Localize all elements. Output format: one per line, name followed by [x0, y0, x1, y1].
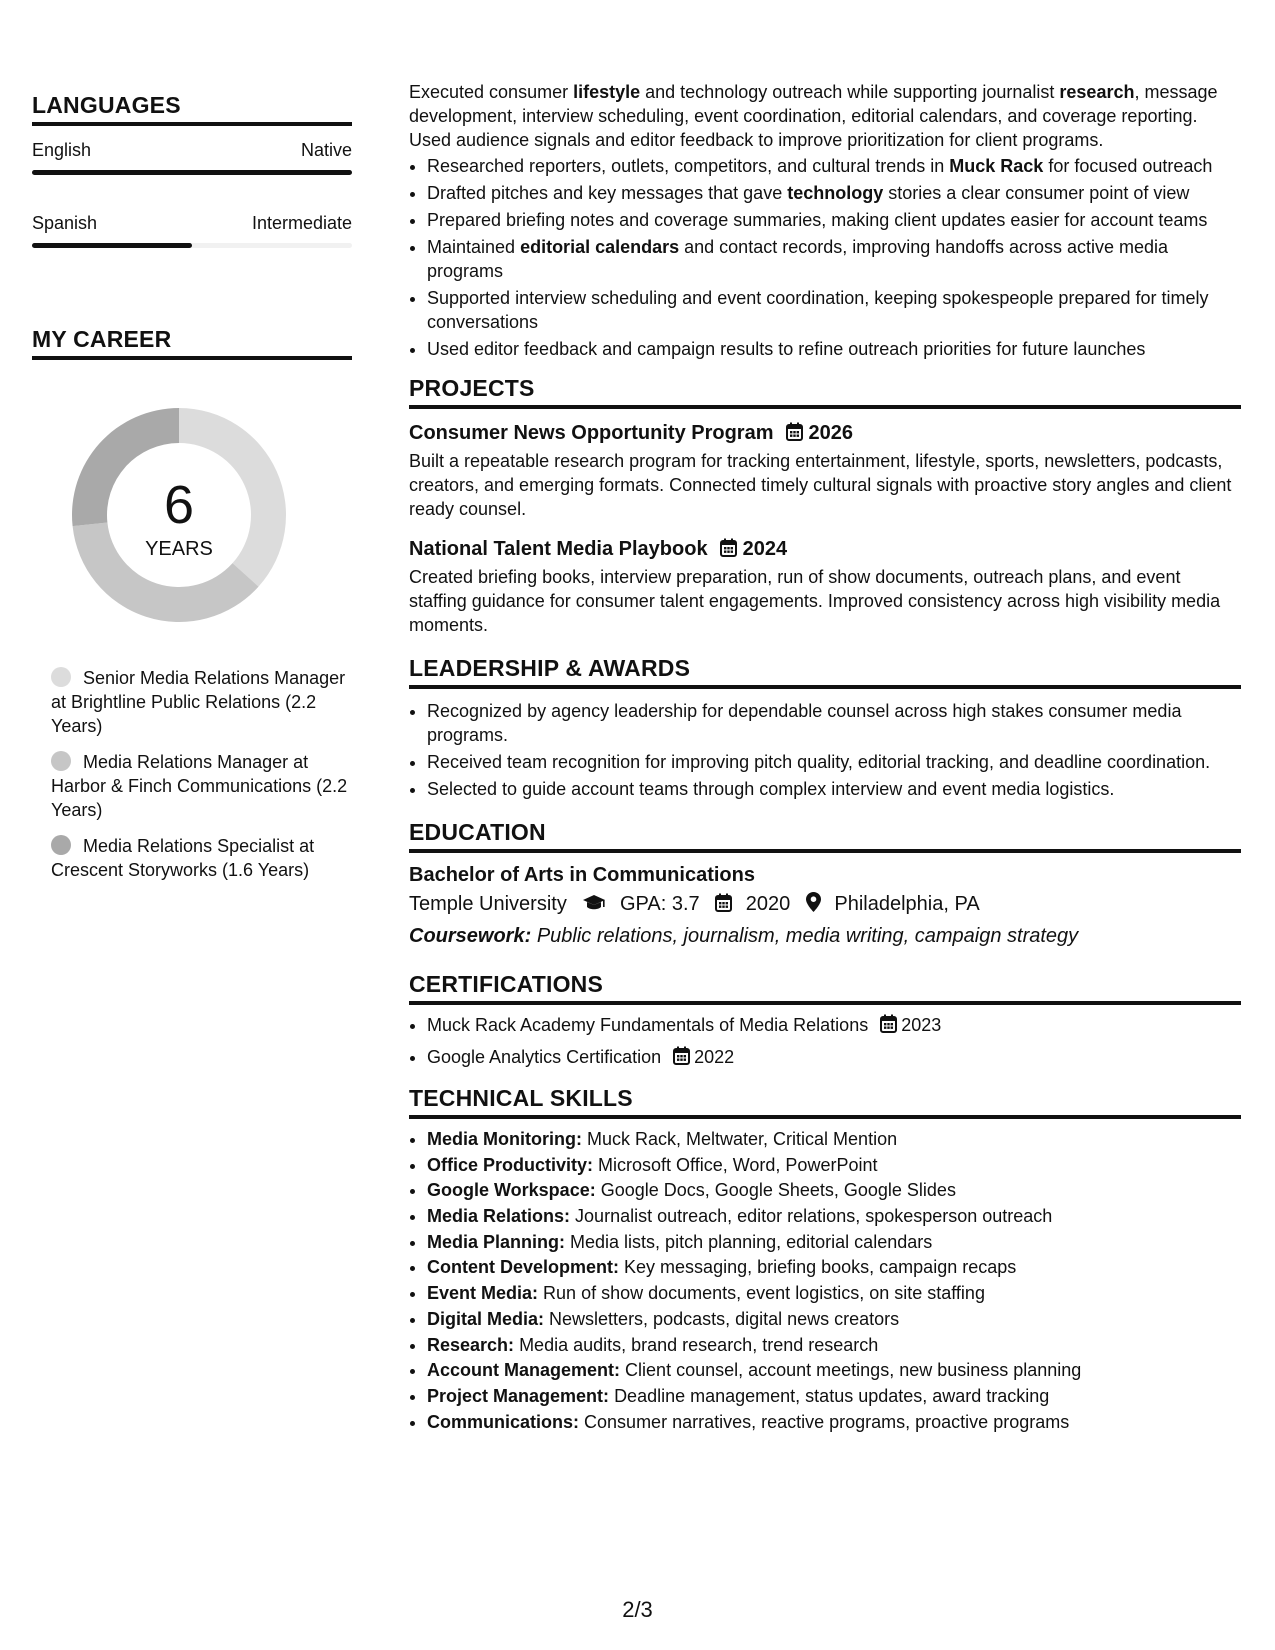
text-run: Prepared briefing notes and coverage summaries, making client updates easier for account teams	[427, 210, 1208, 230]
experience-bullet	[427, 286, 1241, 334]
text-run: Researched reporters, outlets, competitors, and cultural trends in	[427, 156, 950, 176]
skill-value: Key messaging, briefing books, campaign recaps	[624, 1257, 1017, 1278]
skill-value: Journalist outreach, editor relations, spokesperson outreach	[575, 1206, 1053, 1227]
language-level-fill	[32, 243, 192, 248]
career-legend-item	[51, 750, 352, 822]
skill-item	[427, 1255, 1241, 1279]
experience-bullet	[427, 181, 1241, 205]
skill-item	[427, 1307, 1241, 1331]
leadership-heading: LEADERSHIP & AWARDS	[409, 655, 1241, 689]
career-legend-label: Media Relations Manager at Harbor & Finch Communications (2.2 Years)	[51, 752, 348, 820]
experience-bullet	[427, 208, 1241, 232]
skill-label: Media Planning:	[427, 1231, 566, 1252]
language-level: Intermediate	[251, 213, 352, 233]
projects-heading: PROJECTS	[409, 375, 1241, 409]
bold-text: lifestyle	[573, 82, 641, 102]
calendar-icon	[673, 1046, 690, 1071]
projects-list	[409, 419, 1241, 637]
education-coursework	[409, 921, 1241, 951]
skill-value: Media lists, pitch planning, editorial calendars	[570, 1231, 933, 1252]
certification-name: Muck Rack Academy Fundamentals of Media Relations	[427, 1015, 869, 1035]
education-gpa: GPA: 3.7	[619, 893, 700, 915]
coursework-value: Public relations, journalism, media writing, campaign strategy	[536, 925, 1079, 947]
skill-label: Project Management:	[427, 1385, 610, 1406]
skill-item	[427, 1153, 1241, 1177]
calendar-icon	[786, 421, 803, 449]
legend-dot-icon	[51, 667, 71, 687]
skill-item	[427, 1333, 1241, 1357]
education-location: Philadelphia, PA	[834, 893, 980, 915]
experience-bullets	[409, 154, 1241, 361]
location-pin-icon	[806, 891, 821, 921]
skill-label: Media Monitoring:	[427, 1129, 582, 1149]
career-donut-chart	[66, 402, 292, 628]
project-title	[409, 419, 1241, 449]
bold-text: research	[1059, 82, 1135, 102]
language-name: Spanish	[32, 213, 98, 233]
graduation-cap-icon	[582, 891, 606, 921]
career-legend-label: Media Relations Specialist at Crescent Storyworks (1.6 Years)	[51, 836, 315, 880]
skill-item	[427, 1178, 1241, 1202]
text-run: for focused outreach	[1043, 156, 1213, 176]
leadership-list	[409, 699, 1241, 801]
sidebar	[32, 92, 352, 894]
skill-label: Content Development:	[427, 1257, 620, 1278]
career-legend-item	[51, 666, 352, 738]
skill-value: Run of show documents, event logistics, on site staffing	[543, 1283, 985, 1304]
leadership-item: • Received team recognition for improving pitch quality, editorial tracking, and deadline coordination.	[427, 750, 1241, 774]
skill-value: Client counsel, account meetings, new business planning	[625, 1360, 1082, 1381]
text-run: Supported interview scheduling and event coordination, keeping spokespeople prepared for timely conversations	[427, 288, 1209, 332]
leadership-item: • Recognized by agency leadership for dependable counsel across high stakes consumer media programs.	[427, 699, 1241, 747]
education-degree: Bachelor of Arts in Communications	[409, 864, 755, 886]
certification-year: 2022	[694, 1047, 735, 1067]
skill-label: Office Productivity:	[427, 1154, 594, 1175]
project-description: Created briefing books, interview preparation, run of show documents, outreach plans, and event staffing guidance for consumer talent engagements. Improved consistency across high visibility media moments.	[409, 567, 1221, 635]
skill-value: Google Docs, Google Sheets, Google Slides	[600, 1180, 956, 1201]
education-details	[409, 889, 1241, 921]
skill-item	[427, 1230, 1241, 1254]
certification-item	[427, 1045, 1241, 1071]
languages-heading: LANGUAGES	[32, 92, 352, 126]
text-run: stories a clear consumer point of view	[883, 183, 1190, 203]
education-heading: EDUCATION	[409, 819, 1241, 853]
skill-value: Microsoft Office, Word, PowerPoint	[598, 1154, 878, 1175]
language-level-bar	[32, 243, 352, 248]
skill-item	[427, 1384, 1241, 1408]
legend-dot-icon	[51, 751, 71, 771]
calendar-icon	[715, 891, 732, 921]
main-content	[409, 80, 1241, 1435]
skill-item	[427, 1358, 1241, 1382]
skill-label: Account Management:	[427, 1360, 621, 1381]
legend-dot-icon	[51, 835, 71, 855]
text-run: Maintained	[427, 237, 521, 257]
skill-label: Google Workspace:	[427, 1180, 596, 1201]
certification-year: 2023	[901, 1015, 942, 1035]
skill-value: Newsletters, podcasts, digital news creators	[549, 1308, 900, 1329]
calendar-icon	[720, 537, 737, 565]
project-name: Consumer News Opportunity Program	[409, 422, 774, 444]
career-years-label: YEARS	[145, 538, 213, 560]
text-run: Executed consumer	[409, 82, 574, 102]
education-school: Temple University	[409, 893, 567, 915]
skill-label: Research:	[427, 1334, 515, 1355]
skill-value: Consumer narratives, reactive programs, proactive programs	[584, 1411, 1070, 1432]
skill-label: Communications:	[427, 1411, 580, 1432]
project-title	[409, 535, 1241, 565]
skill-item	[427, 1281, 1241, 1305]
donut-center	[66, 475, 292, 561]
skill-label: Digital Media:	[427, 1308, 545, 1329]
languages-list	[32, 140, 352, 248]
calendar-icon	[880, 1014, 897, 1039]
project-name: National Talent Media Playbook	[409, 538, 708, 560]
text-run: and technology outreach while supporting journalist	[640, 82, 1060, 102]
bold-text: Muck Rack	[949, 156, 1044, 176]
skill-item	[427, 1204, 1241, 1228]
skills-list	[409, 1127, 1241, 1434]
coursework-label: Coursework:	[409, 925, 532, 947]
skill-label: Event Media:	[427, 1283, 539, 1304]
skill-value: Muck Rack, Meltwater, Critical Mention	[587, 1129, 898, 1149]
education-year: 2020	[745, 893, 791, 915]
career-heading: MY CAREER	[32, 326, 352, 360]
experience-bullet	[427, 154, 1241, 178]
skill-item	[427, 1410, 1241, 1434]
experience-bullet	[427, 337, 1241, 361]
career-legend-label: Senior Media Relations Manager at Brightline Public Relations (2.2 Years)	[51, 668, 346, 736]
language-row	[32, 140, 352, 161]
experience-bullet	[427, 235, 1241, 283]
project-description: Built a repeatable research program for tracking entertainment, lifestyle, sports, newsletters, podcasts, creators, and emerging formats. Connected timely cultural signals with proactive story angles and client ready counsel.	[409, 451, 1232, 519]
skill-value: Deadline management, status updates, award tracking	[614, 1385, 1050, 1406]
certification-item	[427, 1013, 1241, 1039]
skill-value: Media audits, brand research, trend research	[519, 1334, 879, 1355]
certification-name: Google Analytics Certification	[427, 1047, 662, 1067]
career-years-value: 6	[163, 475, 195, 535]
language-name: English	[32, 140, 92, 160]
language-row	[32, 213, 352, 234]
certifications-list	[409, 1013, 1241, 1071]
certifications-heading: CERTIFICATIONS	[409, 971, 1241, 1005]
career-legend-item	[51, 834, 352, 882]
text-run: Used editor feedback and campaign results to refine outreach priorities for future launches	[427, 339, 1146, 359]
leadership-item: • Selected to guide account teams through complex interview and event media logistics.	[427, 777, 1241, 801]
bold-text: editorial calendars	[520, 237, 680, 257]
bold-text: technology	[787, 183, 884, 203]
skill-label: Media Relations:	[427, 1206, 571, 1227]
experience-summary	[409, 80, 1241, 152]
skill-item	[427, 1127, 1241, 1151]
project-year: 2024	[742, 538, 788, 560]
language-level: Native	[300, 140, 352, 160]
language-level-bar	[32, 170, 352, 175]
text-run: and contact records, improving handoffs across active media programs	[427, 237, 1169, 281]
career-legend	[51, 666, 352, 882]
text-run: , message development, interview scheduling, event coordination, editorial calendars, and coverage reporting. Used audience signals and editor feedback to improve prioritization for client programs.	[409, 82, 1218, 150]
language-level-fill	[32, 170, 352, 175]
skills-heading: TECHNICAL SKILLS	[409, 1085, 1241, 1119]
text-run: Drafted pitches and key messages that gave	[427, 183, 788, 203]
project-year: 2026	[808, 422, 853, 444]
page-number: 2/3	[622, 1597, 653, 1622]
